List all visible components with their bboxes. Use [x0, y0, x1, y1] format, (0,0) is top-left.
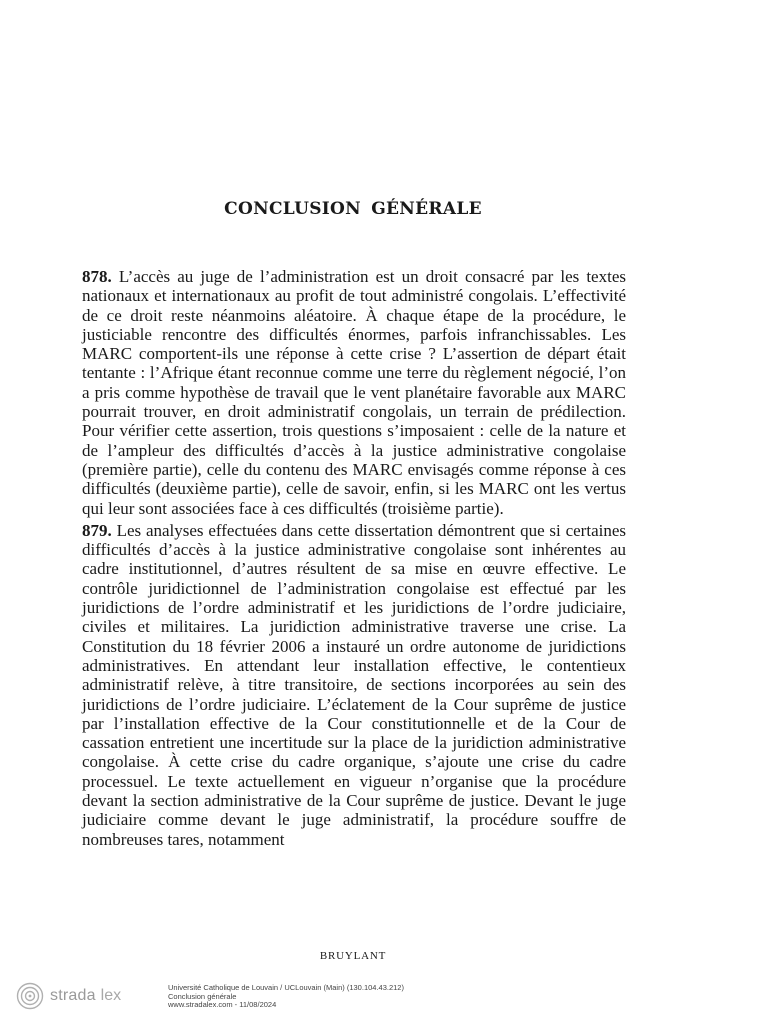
strada-lex-logo-icon — [16, 982, 44, 1010]
paragraph-879 — [82, 521, 626, 849]
logo-wordmark: strada — [50, 987, 96, 1004]
access-info — [168, 984, 404, 1010]
body-text — [82, 267, 626, 852]
publisher-name: BRUYLANT — [319, 950, 387, 962]
strada-lex-logo[interactable] — [16, 982, 121, 1010]
paragraph-number: 879. — [82, 520, 112, 540]
access-document-title: Conclusion générale — [168, 991, 237, 1001]
paragraph-number: 878. — [82, 267, 112, 286]
access-institution: Université Catholique de Louvain / UCLouvain (Main) (130.104.43.212) — [168, 983, 404, 992]
paragraph-text: Les analyses effectuées dans cette dissertation démontrent que si certaines difficultés d’accès à la justice administrative congolaise sont inhérentes au cadre institutionnel, d’autres résultent de sa mise en œuvre effective. Le contrôle juridictionnel de l’administration congolaise est effectué par les juridictions de l’ordre administratif et les juridictions de l’ordre judiciaire, civiles et militaires. La juridiction administrative traverse une crise. La Constitution du 18 février 2006 a instauré un ordre autonome de juridictions administratives. En attendant leur installation effective, le contentieux administratif relève, à titre transitoire, de sections incorporées au sein des juridictions de l’ordre judiciaire. L’éclatement de la Cour suprême de justice par l’installation effective de la Cour constitutionnelle et de la Cour de cassation entretient une incertitude sur la place de la juridiction administrative congolaise. À cette crise du cadre organique, s’ajoute une crise du cadre processuel. Le texte actuellement en vigueur n’organise que la procédure devant la section administrative de la Cour suprême de justice. Devant le juge judiciaire comme devant le juge administratif, la procédure souffre de nombreuses tares, notamment — [82, 520, 626, 849]
page-heading: CONCLUSION GÉNÉRALE — [224, 199, 482, 219]
paragraph-text: L’accès au juge de l’administration est un droit consacré par les textes nationaux et internationaux au profit de tout administré congolais. L’effectivité de ce droit reste néanmoins aléatoire. À chaque étape de la procédure, le justiciable rencontre des difficultés énormes, parfois infranchissables. Les MARC comportent-ils une réponse à cette crise ? L’assertion de départ était tentante : l’Afrique étant reconnue comme une terre du règlement négocié, l’on a pris comme hypothèse de travail que le vent planétaire favorable aux MARC pourrait trouver, en droit administratif congolais, un terrain de prédilection. Pour vérifier cette assertion, trois questions s’imposaient : celle de la nature et de l’ampleur des difficultés d’accès à la justice administrative congolaise (première partie), celle du contenu des MARC envisagés comme réponse à ces difficultés (deuxième partie), celle de savoir, enfin, si les MARC ont les vertus qui leur sont associées face à ces difficultés (troisième partie). — [82, 267, 626, 518]
paragraph-878 — [82, 267, 626, 518]
access-site-date: www.stradalex.com - 11/08/2024 — [168, 1000, 277, 1009]
logo-wordmark-suffix: lex — [100, 987, 122, 1004]
